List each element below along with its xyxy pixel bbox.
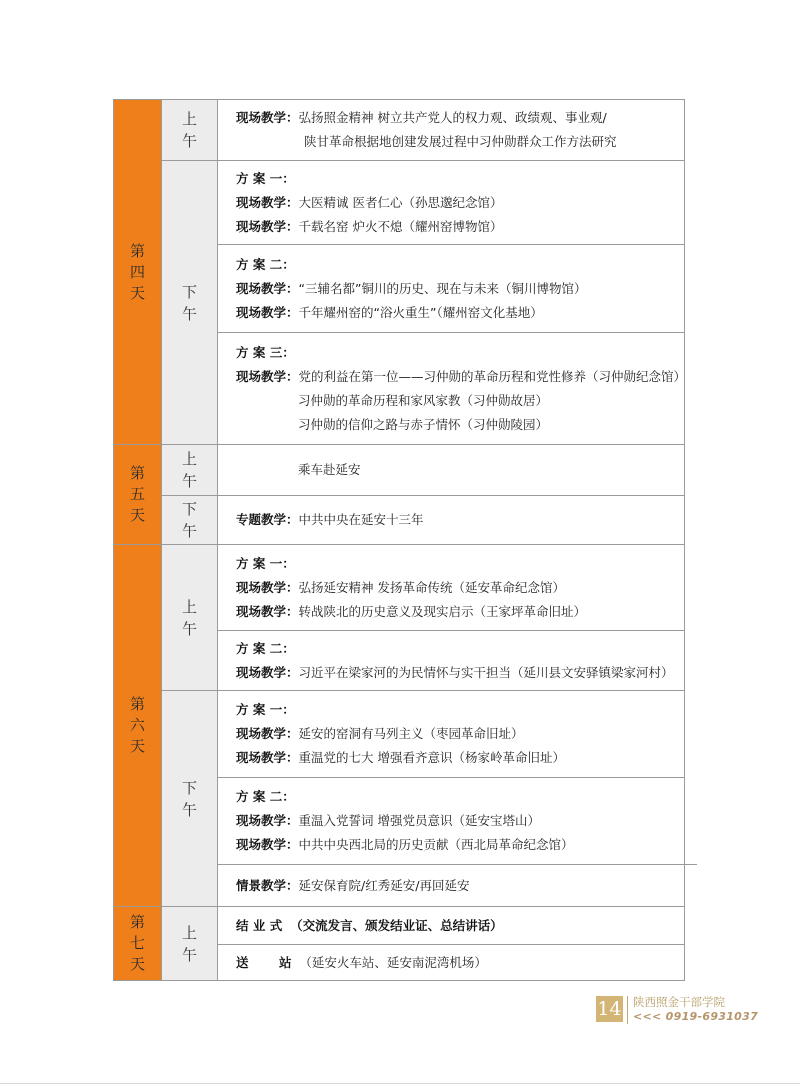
line-text: 弘扬延安精神 发扬革命传统（延安革命纪念馆）: [298, 579, 565, 595]
day5-label: 第 五 天: [114, 445, 162, 545]
day6-am-plan1-row: [114, 545, 685, 631]
day6-am-plan2: [218, 631, 685, 691]
line-label: 现场教学：: [236, 603, 299, 619]
plan-header: 方 案 二：: [236, 640, 295, 656]
day6-am-plan1: [218, 545, 685, 631]
day4-pm-plan1: [218, 161, 685, 245]
day5-pm-row: [114, 496, 685, 545]
school-name: 陕西照金干部学院: [633, 995, 725, 1009]
line-text: 中共中央西北局的历史贡献（西北局革命纪念馆）: [298, 837, 574, 852]
day7-am-period: 上 午: [162, 907, 218, 981]
line-text: 重温党的七大 增强看齐意识（杨家岭革命旧址）: [298, 750, 565, 765]
day4-pm-plan3: [218, 333, 685, 445]
line-label: 现场教学：: [236, 837, 299, 852]
line-text: “三辅名都”铜川的历史、现在与未来（铜川博物馆）: [298, 280, 587, 296]
line-text: 千年耀州窑的“浴火重生”（耀州窑文化基地）: [298, 304, 543, 320]
day4-am-period: 上 午: [162, 100, 218, 161]
line-label: 现场教学：: [236, 726, 299, 741]
line-text: （延安火车站、延安南泥湾机场）: [299, 954, 487, 970]
phone-number: <<< 0919-6931037: [633, 1010, 759, 1023]
plan-header: 方 案 一：: [236, 555, 295, 571]
day6-label: 第 六 天: [114, 545, 162, 907]
day6-pm-plan2: [218, 778, 685, 865]
day7-departure: [218, 945, 685, 981]
line-label: 现场教学：: [236, 280, 299, 296]
line-label: 现场教学：: [236, 194, 299, 210]
line-text: 延安的窑洞有马列主义（枣园革命旧址）: [298, 726, 524, 741]
line-text: 弘扬照金精神 树立共产党人的权力观、政绩观、事业观/: [298, 110, 607, 125]
day6-am-period: 上 午: [162, 545, 218, 691]
plan-header: 方 案 一：: [236, 170, 295, 186]
line-text: 习仲勋的革命历程和家风家教（习仲勋故居）: [298, 392, 549, 408]
day7-label: 第 七 天: [114, 907, 162, 981]
day6-pm-period: 下 午: [162, 691, 218, 907]
line-text: 重温入党誓词 增强党员意识（延安宝塔山）: [298, 813, 540, 828]
day7-ceremony-row: [114, 907, 685, 945]
day6-pm-scene: [218, 865, 685, 907]
day4-pm-period: 下 午: [162, 161, 218, 445]
page-number: 14: [597, 998, 622, 1020]
line-text: 乘车赴延安: [298, 462, 361, 477]
line-label: 情景教学：: [236, 877, 299, 893]
line-text: 中共中央在延安十三年: [298, 512, 424, 527]
day4-pm-plan1-row: [114, 161, 685, 245]
line-label: 现场教学：: [236, 218, 299, 234]
day5-pm-content: [218, 496, 685, 545]
line-label: 结 业 式: [236, 917, 283, 933]
line-text: 转战陕北的历史意义及现实启示（王家坪革命旧址）: [298, 603, 587, 619]
schedule-table: [113, 99, 685, 981]
day5-am-period: 上 午: [162, 445, 218, 496]
plan-header: 方 案 二：: [236, 789, 295, 804]
table-edge-mark: [685, 864, 697, 865]
line-text: 千载名窑 炉火不熄（耀州窑博物馆）: [298, 218, 503, 234]
day4-pm-plan2: [218, 245, 685, 333]
day5-am-content: [218, 445, 685, 496]
line-text: 大医精诚 医者仁心（孙思邈纪念馆）: [298, 194, 503, 210]
line-label: 现场教学：: [236, 750, 299, 765]
line-label: 送 站: [236, 954, 292, 970]
line-label: 现场教学：: [236, 579, 299, 595]
line-text: 习近平在梁家河的为民情怀与实干担当（延川县文安驿镇梁家河村）: [298, 664, 674, 680]
line-label: 现场教学：: [236, 813, 299, 828]
line-label: 现场教学：: [236, 664, 299, 680]
line-text: 党的利益在第一位——习仲勋的革命历程和党性修养（习仲勋纪念馆）: [298, 368, 687, 384]
day7-ceremony: [218, 907, 685, 945]
plan-header: 方 案 三：: [236, 344, 295, 360]
day5-am-row: [114, 445, 685, 496]
plan-header: 方 案 一：: [236, 702, 295, 717]
line-label: 现场教学：: [236, 110, 299, 125]
day4-am-row: [114, 100, 685, 161]
line-label: 现场教学：: [236, 368, 299, 384]
line-text: （交流发言、颁发结业证、总结讲话）: [290, 917, 503, 933]
plan-header: 方 案 二：: [236, 256, 295, 272]
day6-pm-plan1: [218, 691, 685, 778]
line-label: 现场教学：: [236, 304, 299, 320]
day4-am-content: [218, 100, 685, 161]
day4-label: 第 四 天: [114, 100, 162, 445]
line-text: 习仲勋的信仰之路与赤子情怀（习仲勋陵园）: [298, 416, 549, 432]
footer-divider: [627, 996, 628, 1024]
line-label: 专题教学：: [236, 512, 299, 527]
bottom-rule: [0, 1083, 800, 1084]
line-text: 陕甘革命根据地创建发展过程中习仲勋群众工作方法研究: [304, 134, 617, 149]
day5-pm-period: 下 午: [162, 496, 218, 545]
line-text: 延安保育院/红秀延安/再回延安: [298, 877, 470, 893]
day6-pm-plan1-row: [114, 691, 685, 778]
